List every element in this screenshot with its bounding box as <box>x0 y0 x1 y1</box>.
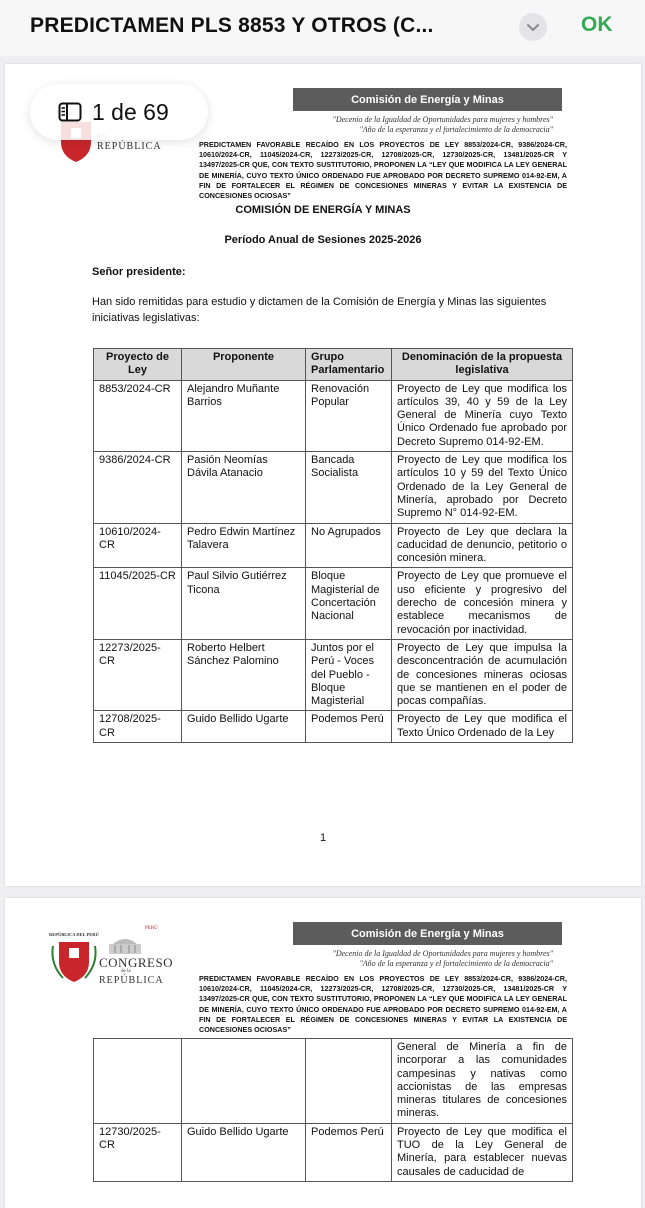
cell-proponente: Pedro Edwin Martínez Talavera <box>182 523 306 568</box>
document-page-1[interactable] <box>5 64 641 886</box>
logo-peru: PERÚ <box>145 926 158 931</box>
logo-de-la: de la <box>121 969 131 974</box>
motto-line-1: "Decenio de la Igualdad de Oportunidades para mujeres y hombres" <box>332 115 553 124</box>
cell-proyecto: 10610/2024-CR <box>94 523 182 568</box>
motto-line-2: "Año de la esperanza y el fortalecimiento de la democracia" <box>359 125 553 134</box>
sidebar-icon <box>58 102 82 122</box>
cell-proponente: Guido Bellido Ugarte <box>182 711 306 743</box>
table-header-row <box>94 349 573 381</box>
cell-proyecto: 8853/2024-CR <box>94 380 182 451</box>
cell-grupo: No Agrupados <box>306 523 392 568</box>
document-title: PREDICTAMEN PLS 8853 Y OTROS (C... <box>30 14 434 37</box>
document-page-2[interactable] <box>5 898 641 1208</box>
cell-denominacion: Proyecto de Ley que modifica el Texto Único Ordenado de la Ley <box>392 711 573 743</box>
cell-denominacion: General de Minería a fin de incorporar a las comunidades campesinas y nativas como accionistas de las empresas mineras titulares de concesiones mineras. <box>392 1039 573 1124</box>
salutation: Señor presidente: <box>92 266 186 278</box>
header-proponente: Proponente <box>182 349 306 381</box>
logo-republica: REPÚBLICA <box>97 141 162 152</box>
table-row <box>94 711 573 743</box>
chevron-down-icon <box>526 23 540 32</box>
commission-header-bar: Comisión de Energía y Minas <box>293 922 562 945</box>
logo-republica-del-peru: REPÚBLICA DEL PERÚ <box>49 932 99 937</box>
cell-denominacion: Proyecto de Ley que promueve el uso eficiente y progresivo del derecho de concesión minera y establece mecanismos de revocación por inactividad. <box>392 568 573 639</box>
cell-grupo: Bancada Socialista <box>306 452 392 523</box>
header-grupo: Grupo Parlamentario <box>306 349 392 381</box>
table-row <box>94 1123 573 1181</box>
cell-denominacion: Proyecto de Ley que modifica los artículos 10 y 59 del Texto Único Ordenado de la Ley General de Minería, aprobado por Decreto Supremo N° 014-92-EM. <box>392 452 573 523</box>
motto-line-2: "Año de la esperanza y el fortalecimiento de la democracia" <box>359 959 553 968</box>
cell-proponente <box>182 1039 306 1124</box>
dictamen-heading: PREDICTAMEN FAVORABLE RECAÍDO EN LOS PROYECTOS DE LEY 8853/2024-CR, 9386/2024-CR, 10610/2024-CR, 11045/2024-CR, 12273/2025-CR, 12708/2025-CR, 12730/2025-CR, 13481/2025-CR Y 13497/2025-CR QUE, CON TEXTO SUSTITUTORIO, PROPONEN LA “LEY QUE MODIFICA LA LEY GENERAL DE MINERÍA, CUYO TEXTO ÚNICO ORDENADO FUE APROBADO POR DECRETO SUPREMO 014-92-EM, A FIN DE FORTALECER EL RÉGIMEN DE CONCESIONES MINERAS Y EVITAR LA EXISTENCIA DE CONCESIONES OCIOSAS” <box>199 974 567 1035</box>
table-row <box>94 452 573 523</box>
dictamen-heading: PREDICTAMEN FAVORABLE RECAÍDO EN LOS PROYECTOS DE LEY 8853/2024-CR, 9386/2024-CR, 10610/2024-CR, 11045/2024-CR, 12273/2025-CR, 12708/2025-CR, 12730/2025-CR, 13481/2025-CR Y 13497/2025-CR QUE, CON TEXTO SUSTITUTORIO, PROPONEN LA “LEY QUE MODIFICA LA LEY GENERAL DE MINERÍA, CUYO TEXTO ÚNICO ORDENADO FUE APROBADO POR DECRETO SUPREMO 014-92-EM, A FIN DE FORTALECER EL RÉGIMEN DE CONCESIONES MINERAS Y EVITAR LA EXISTENCIA DE CONCESIONES OCIOSAS” <box>199 140 567 201</box>
cell-grupo: Renovación Popular <box>306 380 392 451</box>
cell-proyecto: 11045/2025-CR <box>94 568 182 639</box>
cell-grupo: Podemos Perú <box>306 1123 392 1181</box>
commission-header-bar: Comisión de Energía y Minas <box>293 88 562 111</box>
table-row <box>94 639 573 710</box>
page-number: 1 <box>319 832 327 844</box>
cell-denominacion: Proyecto de Ley que declara la caducidad de denuncio, petitorio o concesión minera. <box>392 523 573 568</box>
cell-proyecto: 9386/2024-CR <box>94 452 182 523</box>
table-row <box>94 380 573 451</box>
cell-proyecto: 12708/2025-CR <box>94 711 182 743</box>
cell-proyecto: 12273/2025-CR <box>94 639 182 710</box>
peru-seal-icon <box>49 938 99 984</box>
cell-grupo: Podemos Perú <box>306 711 392 743</box>
cell-proponente: Paul Silvio Gutiérrez Ticona <box>182 568 306 639</box>
cell-grupo <box>306 1039 392 1124</box>
commission-title: COMISIÓN DE ENERGÍA Y MINAS <box>235 204 411 216</box>
motto-line-1: "Decenio de la Igualdad de Oportunidades para mujeres y hombres" <box>332 949 553 958</box>
table-row <box>94 1039 573 1124</box>
table-row <box>94 523 573 568</box>
cell-proponente: Pasión Neomías Dávila Atanacio <box>182 452 306 523</box>
header-denominacion: Denominación de la propuesta legislativa <box>392 349 573 381</box>
cell-grupo: Bloque Magisterial de Concertación Nacional <box>306 568 392 639</box>
ok-button[interactable]: OK <box>581 13 613 36</box>
cell-proponente: Guido Bellido Ugarte <box>182 1123 306 1181</box>
header-proyecto: Proyecto de Ley <box>94 349 182 381</box>
cell-proyecto: 12730/2025-CR <box>94 1123 182 1181</box>
table-row <box>94 568 573 639</box>
cell-denominacion: Proyecto de Ley que modifica el TUO de la Ley General de Minería, para establecer nuevas causales de caducidad de <box>392 1123 573 1181</box>
session-period: Período Anual de Sesiones 2025-2026 <box>224 234 422 246</box>
cell-proponente: Alejandro Muñante Barrios <box>182 380 306 451</box>
page-indicator[interactable] <box>30 84 208 140</box>
congress-building-icon <box>105 934 145 956</box>
logo-congreso: CONGRESO <box>99 955 174 970</box>
cell-denominacion: Proyecto de Ley que modifica los artículos 39, 40 y 59 de la Ley General de Minería cuyo Texto Único Ordenado fue aprobado por Decreto Supremo 014-92-EM. <box>392 380 573 451</box>
top-bar <box>0 0 645 56</box>
initiatives-table-continued <box>93 1038 573 1182</box>
cell-grupo: Juntos por el Perú - Voces del Pueblo - Bloque Magisterial <box>306 639 392 710</box>
intro-paragraph: Han sido remitidas para estudio y dictamen de la Comisión de Energía y Minas las siguientes iniciativas legislativas: <box>92 296 547 324</box>
title-menu-button[interactable] <box>519 13 547 41</box>
cell-denominacion: Proyecto de Ley que impulsa la desconcentración de acumulación de concesiones mineras ociosas que se mantienen en el poder de pocas compañías. <box>392 639 573 710</box>
page-indicator-label: 1 de 69 <box>92 98 169 125</box>
logo-republica: REPÚBLICA <box>99 975 164 986</box>
cell-proponente: Roberto Helbert Sánchez Palomino <box>182 639 306 710</box>
initiatives-table <box>93 348 573 743</box>
cell-proyecto <box>94 1039 182 1124</box>
